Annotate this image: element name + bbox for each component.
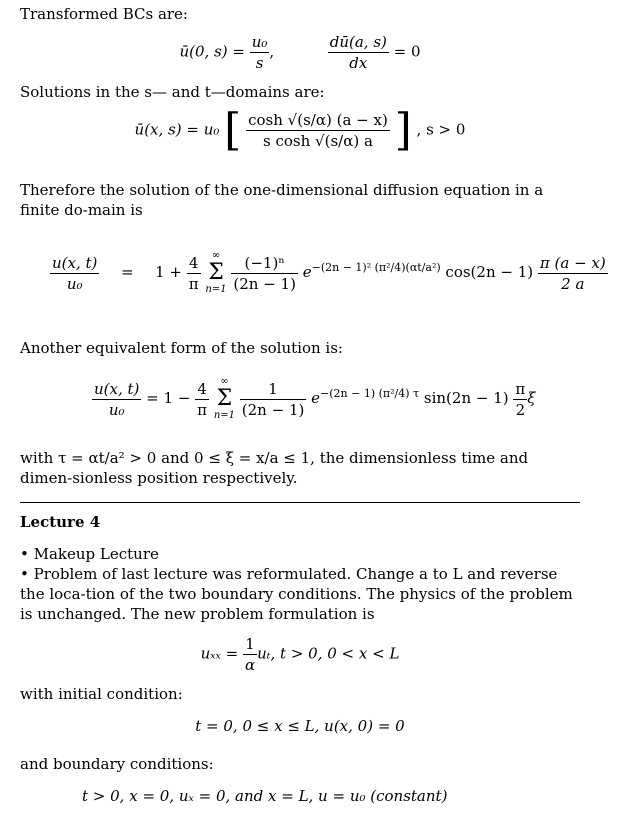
- pde-equation: [20, 634, 580, 675]
- alt-pi: π: [197, 400, 208, 419]
- sol-t-exp: e: [302, 263, 312, 281]
- alt-sum-top: ∞: [220, 376, 229, 387]
- pde-num: 1: [243, 634, 257, 655]
- alt-sin-frac-den: 2: [515, 400, 526, 419]
- alt-lhs: [92, 379, 141, 420]
- sol-t-sum-bot: n=1: [205, 284, 227, 295]
- bc1-comma: ,: [269, 42, 275, 61]
- sol-t-lhs: [50, 253, 99, 294]
- sol-t-frac-den: (2n − 1): [233, 274, 296, 293]
- ic-text: t = 0, 0 ≤ x ≤ L, u(x, 0) = 0: [195, 717, 405, 735]
- initial-condition-intro: with initial condition:: [20, 685, 183, 703]
- sol-s-fraction: [246, 110, 390, 151]
- pde-fraction: [243, 634, 257, 675]
- alt-four-over-pi: [195, 379, 209, 420]
- sol-t-cos-fraction: [538, 253, 608, 294]
- sol-t-lhs-num: u(x, t): [52, 253, 98, 272]
- alt-sum-bot: n=1: [213, 410, 235, 421]
- alt-coef-fraction: [240, 379, 307, 420]
- pde-den: α: [245, 656, 256, 674]
- bc1-left: ū(0, s) =: [179, 42, 245, 61]
- solution-t-domain-equation: [50, 250, 610, 296]
- sol-t-cos-frac-den: 2 a: [561, 274, 585, 293]
- equivalent-form-text: Another equivalent form of the solution is:: [20, 339, 343, 357]
- bc2-den: dx: [349, 54, 368, 72]
- alt-exp: e: [311, 389, 321, 407]
- bullet-makeup-lecture: • Makeup Lecture: [20, 545, 159, 563]
- sol-s-left: ū(x, s) = u₀: [134, 120, 220, 139]
- alt-xi: ξ: [527, 389, 536, 407]
- bc1-num: u₀: [251, 33, 268, 51]
- bullet-problem-reformulated: • Problem of last lecture was reformulated. Change a to L and reverse the loca-tion of the two boundary conditions. The physics of the problem is unchanged. The new problem formulation is: [20, 565, 573, 623]
- pde-left: uₓₓ =: [200, 644, 239, 663]
- alt-lhs-den: u₀: [108, 400, 125, 419]
- sol-t-sum-top: ∞: [211, 250, 221, 261]
- sol-t-frac-num: (−1)ⁿ: [231, 253, 298, 274]
- solution-s-domain-equation: ū(x, s) = u₀ [ $\frac{\cosh √(s/\alpha) (a - x)}{\text{s cosh √(s/α) a}}$ ] , s > 0: [134, 104, 466, 156]
- pde-right: uₜ, t > 0, 0 < x < L: [257, 644, 400, 663]
- sol-t-eq: =: [120, 263, 134, 281]
- bc2-right: = 0: [393, 42, 421, 61]
- boundary-condition-equation: [82, 786, 630, 806]
- sol-s-den: s cosh √(s/α) a: [263, 132, 373, 150]
- alt-frac-den: (2n − 1): [241, 400, 305, 419]
- alt-sin-frac-num: π: [515, 379, 526, 398]
- alt-exponent: −(2n − 1) (π²/4) τ: [320, 387, 420, 400]
- bc1-den: s: [255, 54, 264, 72]
- boundary-condition-intro: and boundary conditions:: [20, 755, 214, 773]
- sol-t-exponent: −(2n − 1)² (π²/4)(αt/a²): [311, 261, 441, 274]
- alt-sin-fraction: [513, 379, 527, 420]
- sol-t-pi: π: [188, 274, 199, 293]
- initial-condition-equation: [20, 716, 580, 736]
- therefore-text: Therefore the solution of the one-dimensional diffusion equation in a finite do-main is: [20, 181, 544, 219]
- alternate-solution-equation: [92, 376, 630, 422]
- lecture-heading: Lecture 4: [20, 513, 101, 531]
- sol-s-cond: , s > 0: [416, 120, 466, 139]
- sol-t-coef-fraction: [231, 253, 298, 294]
- sol-s-num: cosh √(s/α) (a − x): [248, 111, 388, 129]
- alt-eq: = 1 −: [146, 389, 191, 407]
- sol-t-sum: ∞ Σ n=1: [205, 250, 227, 295]
- bc-new-text: t > 0, x = 0, uₓ = 0, and x = L, u = u₀ (constant): [82, 787, 448, 805]
- sol-t-one: 1 +: [155, 263, 182, 281]
- sol-t-lhs-den: u₀: [66, 274, 83, 293]
- alt-four: 4: [195, 379, 209, 400]
- transformed-bcs-text: Transformed BCs are:: [20, 5, 188, 23]
- alt-sin: sin(2n − 1): [423, 389, 509, 407]
- alt-sum: ∞ Σ n=1: [213, 376, 235, 421]
- solutions-intro-text: Solutions in the s— and t—domains are:: [20, 83, 325, 101]
- sol-t-cos: cos(2n − 1): [445, 263, 534, 281]
- section-divider: [20, 502, 580, 503]
- bc1-fraction: [250, 32, 270, 73]
- transformed-bcs-equation: [20, 32, 580, 73]
- sol-t-four: 4: [187, 253, 201, 274]
- alt-frac-num: 1: [240, 379, 307, 400]
- with-tau-text: with τ = αt/a² > 0 and 0 ≤ ξ = x/a ≤ 1, the dimensionless time and dimen-sionless position respectively.: [20, 449, 529, 487]
- sol-t-four-over-pi: [187, 253, 201, 294]
- bc2-fraction: [328, 32, 389, 73]
- alt-lhs-num: u(x, t): [94, 379, 140, 398]
- sol-t-cos-frac-num: π (a − x): [539, 253, 606, 272]
- bc2-num: dū(a, s): [329, 33, 387, 51]
